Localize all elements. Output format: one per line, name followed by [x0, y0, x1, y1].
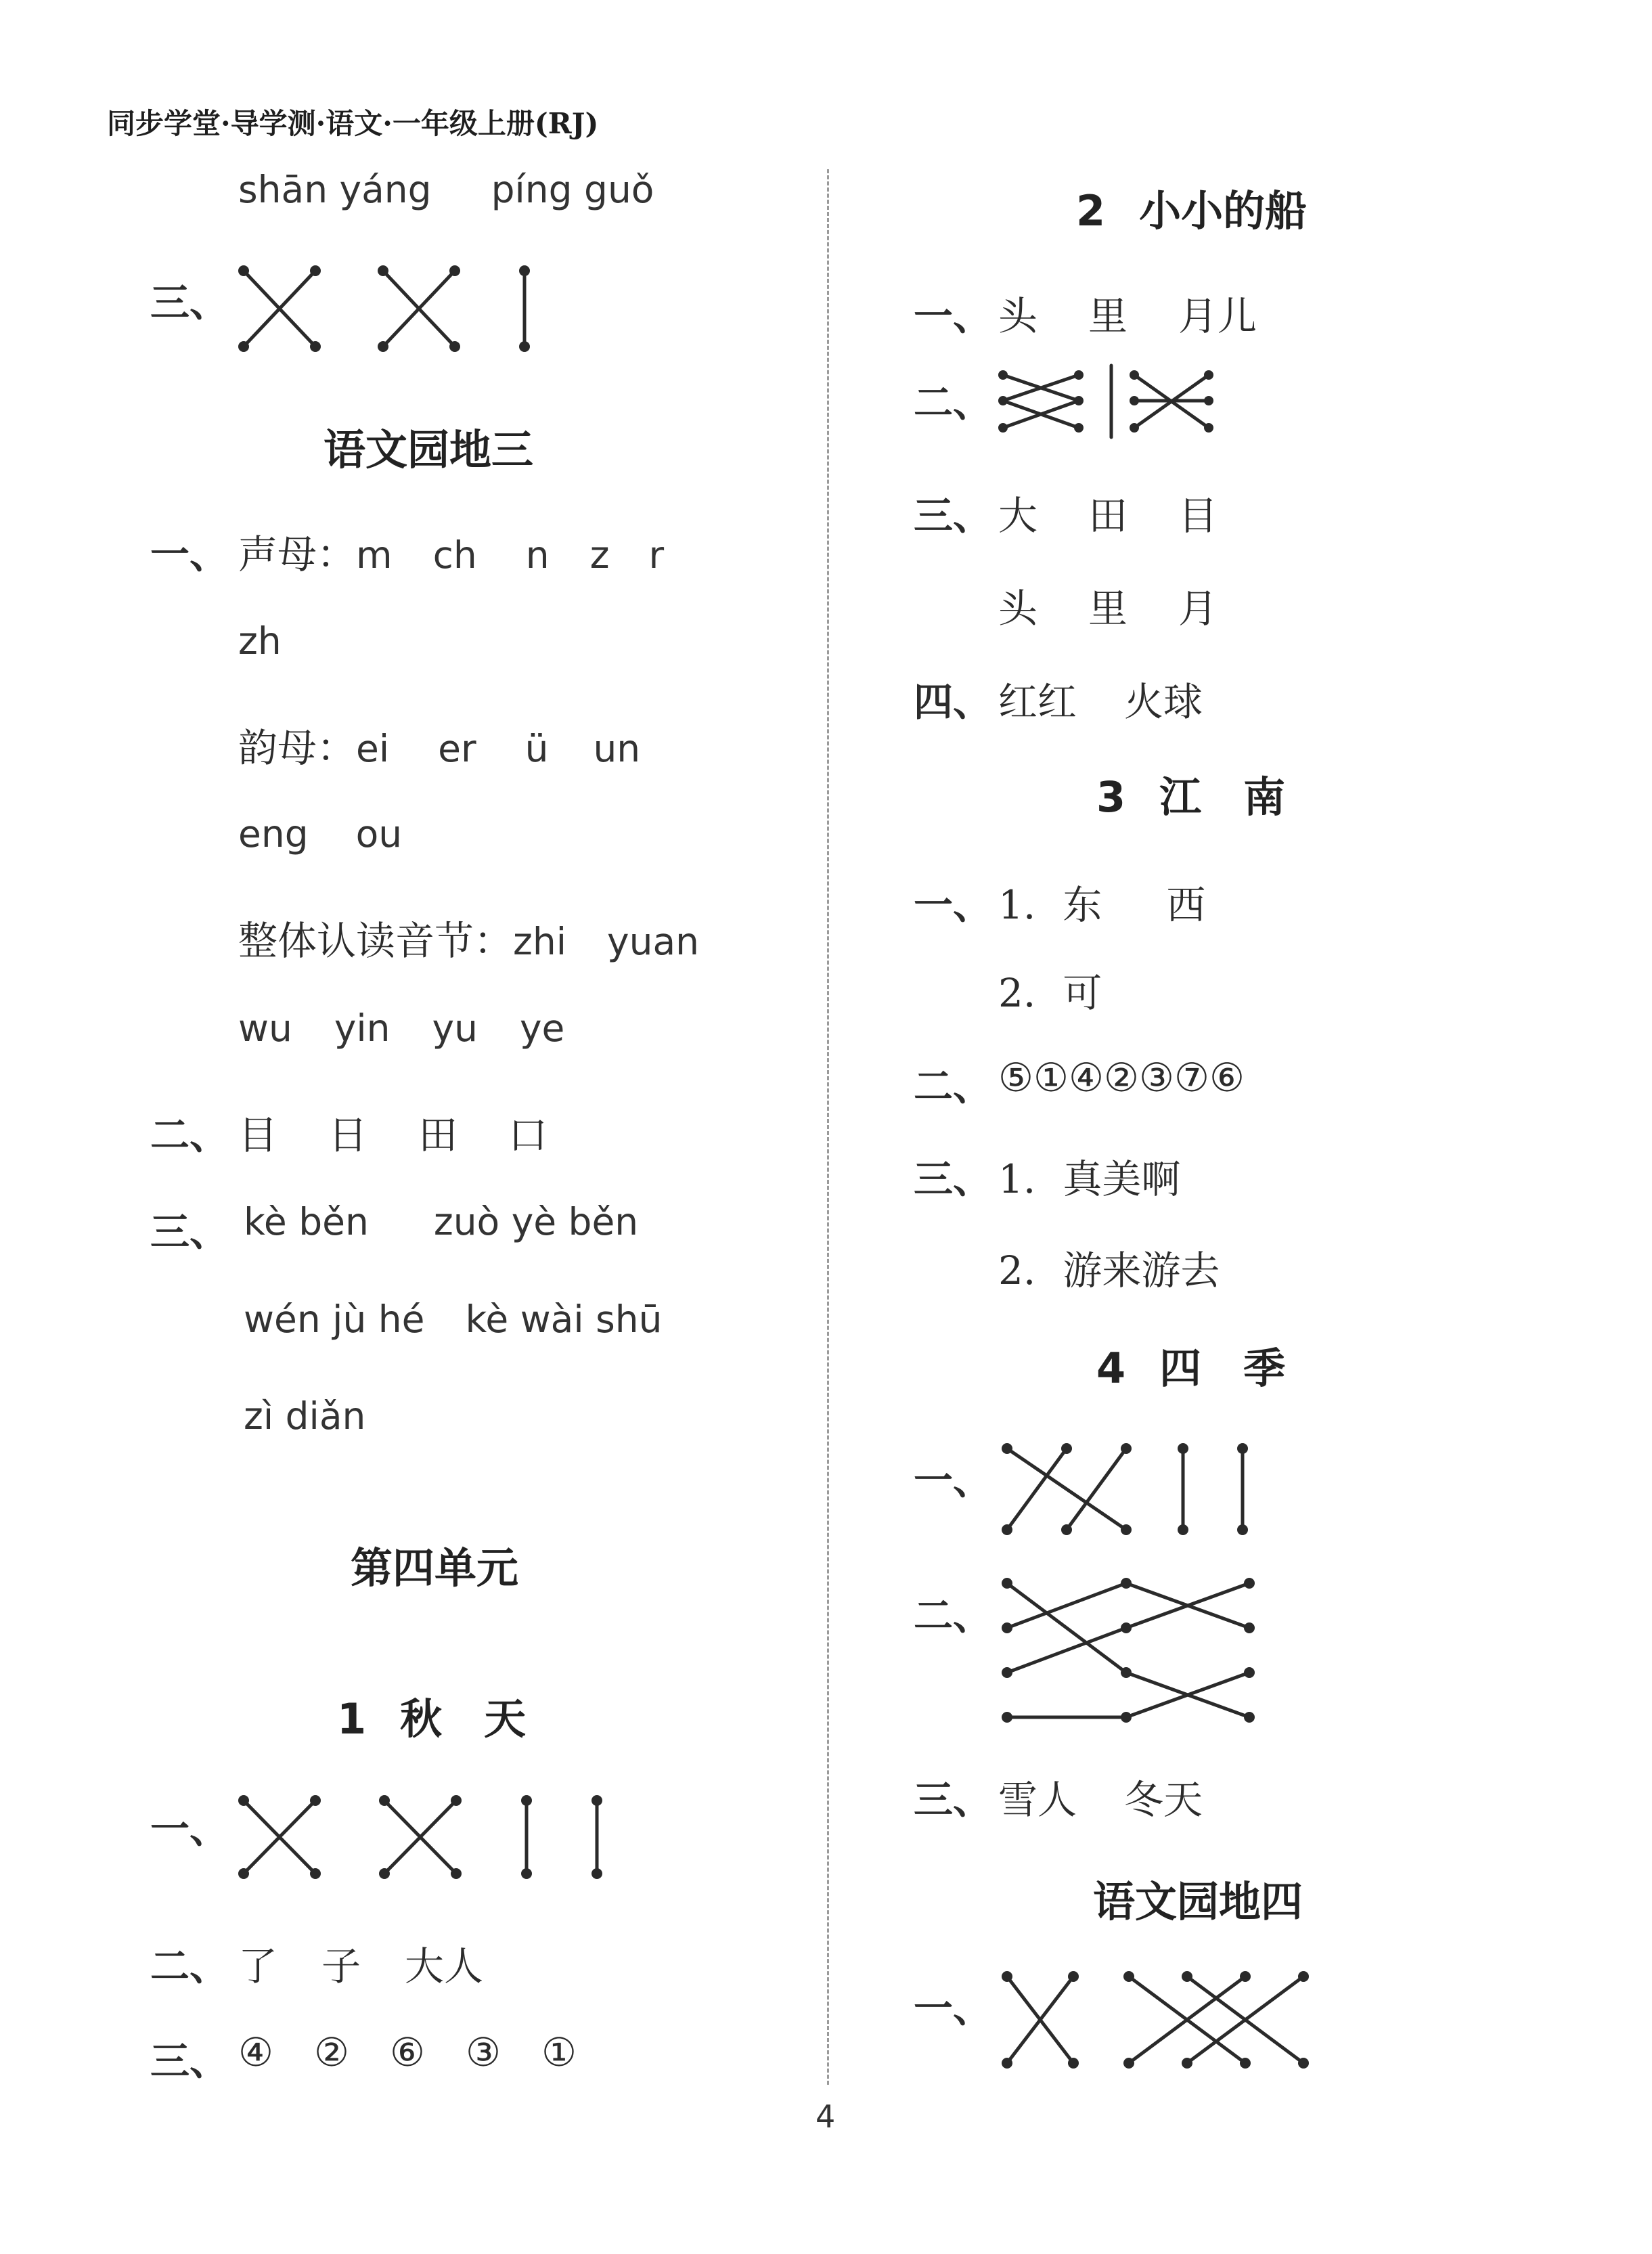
lesson2-q3-line2 [998, 577, 1218, 634]
answer-tou: 头 [998, 585, 1038, 632]
lesson1-q2-answers [238, 1935, 483, 1991]
answer-li: 里 [1088, 585, 1128, 632]
yunmu-u-umlaut: ü [524, 727, 549, 770]
section-title-unit4: 第四单元 [351, 1543, 519, 1593]
shengmu-r: r [648, 533, 665, 577]
yunmu-eng: eng [238, 812, 309, 856]
answer-circled-3: ③ [466, 2029, 501, 2075]
shengmu-cont: zh [238, 619, 282, 663]
yunmu-ou: ou [355, 812, 403, 856]
pinyin-shanyang: shān yáng [238, 168, 432, 211]
yunmu-un: un [593, 727, 641, 770]
lesson1-q2-label: 二、 [150, 1943, 229, 1989]
answer-li: 里 [1088, 293, 1128, 339]
shengmu-m: m [356, 533, 393, 577]
answer-ke: 可 [1063, 970, 1102, 1016]
zhengti-cont [238, 1007, 564, 1050]
lesson2-q4-answers [998, 670, 1203, 727]
lesson3-q2-answer: ⑤①④②③⑦⑥ [998, 1055, 1245, 1101]
answer-dongtian: 冬天 [1124, 1777, 1203, 1823]
matching-diagram-lesson1-q1 [237, 1794, 616, 1888]
lesson3-q3-1 [998, 1147, 1180, 1204]
lesson-name: 小小的船 [1139, 186, 1308, 236]
lesson-name: 四 季 [1159, 1344, 1286, 1393]
answer-circled-1: ① [541, 2029, 577, 2075]
shengmu-n: n [525, 533, 550, 577]
matching-diagram-garden4-q1 [1000, 1970, 1318, 2071]
answer-tian: 田 [1088, 493, 1128, 539]
matching-diagram-lesson2-q2 [999, 366, 1229, 440]
pinyin-zidian: zì diǎn [244, 1394, 366, 1438]
zhengti-yuan: yuan [607, 920, 700, 963]
matching-diagram-lesson4-q2 [1000, 1574, 1271, 1723]
lesson4-q3-answers [998, 1768, 1203, 1825]
answer-mu: 目 [238, 1112, 278, 1158]
page-header: 同步学堂·导学测·语文·一年级上册(RJ) [107, 107, 599, 140]
item-number-2: 2. [998, 970, 1036, 1016]
lesson4-q1-label: 一、 [914, 1457, 993, 1503]
answer-circled-6: ⑥ [390, 2029, 425, 2075]
shengmu-line [238, 523, 664, 579]
zhengti-ye: ye [519, 1007, 565, 1050]
answer-da: 大 [998, 493, 1038, 539]
item-number-1: 1. [998, 1156, 1036, 1202]
answer-honghong: 红红 [998, 679, 1077, 725]
lesson2-q3-label: 三、 [914, 493, 993, 539]
answer-zhenmeia: 真美啊 [1063, 1156, 1181, 1202]
matching-diagram-lesson4-q1 [1000, 1442, 1257, 1543]
answer-tou: 头 [998, 293, 1038, 339]
lesson-name: 江 南 [1159, 772, 1286, 822]
answer-zi: 子 [321, 1943, 361, 1989]
answer-circled-2: ② [314, 2029, 349, 2075]
zhengti-label: 整体认读音节： [238, 918, 514, 964]
lesson2-q1-label: 一、 [914, 293, 993, 339]
zhengti-zhi: zhi [513, 920, 567, 963]
zhengti-line [238, 909, 699, 966]
answer-kou: 口 [508, 1112, 548, 1158]
garden3-q2-label: 二、 [150, 1112, 229, 1158]
pinyin-kewaishu: kè wài shū [465, 1298, 663, 1341]
answer-xi: 西 [1166, 882, 1206, 928]
garden3-q1-label: 一、 [150, 531, 229, 577]
lesson4-q2-label: 二、 [914, 1593, 993, 1639]
zhengti-wu: wu [238, 1007, 292, 1050]
lesson-number: 4 [1096, 1344, 1126, 1393]
garden3-q3-line1 [244, 1200, 638, 1243]
yunmu-cont [238, 812, 402, 856]
answer-huoqiu: 火球 [1124, 679, 1203, 725]
item-number-2: 2. [998, 1247, 1036, 1294]
lesson3-q1-2 [998, 961, 1102, 1018]
lesson-name: 秋 天 [400, 1694, 527, 1744]
zhengti-yin: yin [334, 1007, 390, 1050]
lesson3-q3-2 [998, 1239, 1220, 1296]
matching-diagram-top-san [237, 264, 535, 359]
answer-dong: 东 [1063, 882, 1102, 928]
answer-daren: 大人 [405, 1943, 484, 1989]
answer-circled-4: ④ [238, 2029, 273, 2075]
answer-le: 了 [238, 1943, 278, 1989]
lesson1-q3-label: 三、 [150, 2038, 229, 2084]
column-divider [827, 169, 829, 2085]
shengmu-label: 声母： [238, 531, 357, 577]
lesson3-q1-label: 一、 [914, 882, 993, 928]
page-number: 4 [816, 2098, 836, 2135]
lesson-title-siji [1096, 1335, 1285, 1395]
lesson-number: 1 [337, 1694, 367, 1744]
item-number-1: 1. [998, 882, 1036, 928]
section-title-garden3: 语文园地三 [323, 425, 534, 474]
lesson-number: 3 [1096, 772, 1126, 822]
lesson-title-jiangnan [1096, 764, 1285, 824]
garden3-q3-label: 三、 [150, 1209, 229, 1255]
lesson3-q2-label: 二、 [914, 1063, 993, 1109]
garden3-q3-line2 [244, 1298, 663, 1341]
pinyin-pingguo: píng guǒ [491, 168, 654, 211]
answer-xueren: 雪人 [998, 1777, 1077, 1823]
answer-yue: 月 [1178, 585, 1218, 632]
yunmu-er: er [438, 727, 476, 770]
lesson3-q3-label: 三、 [914, 1156, 993, 1202]
zhengti-yu: yu [432, 1007, 478, 1050]
garden3-q2-answers [238, 1103, 548, 1160]
answer-ri: 日 [328, 1112, 368, 1158]
lesson1-q1-label: 一、 [150, 1806, 229, 1852]
top-pinyin-line [238, 168, 654, 211]
pinyin-zuoyeben: zuò yè běn [433, 1200, 639, 1243]
answer-mu: 目 [1178, 493, 1218, 539]
shengmu-ch: ch [432, 533, 477, 577]
answer-yuer: 月儿 [1178, 293, 1257, 339]
lesson4-q3-label: 三、 [914, 1777, 993, 1823]
lesson-number: 2 [1076, 186, 1106, 236]
yunmu-label: 韵母： [238, 725, 357, 771]
answer-tian: 田 [418, 1112, 458, 1158]
pinyin-keben: kè běn [244, 1200, 369, 1243]
lesson-title-qiutian [337, 1685, 526, 1746]
top-san-label: 三、 [150, 280, 229, 326]
yunmu-ei: ei [356, 727, 390, 770]
garden4-q1-label: 一、 [914, 1985, 993, 2031]
lesson3-q1-1 [998, 873, 1205, 930]
lesson1-q3-answers [238, 2029, 577, 2075]
lesson2-q1-answers [998, 284, 1257, 341]
lesson2-q4-label: 四、 [914, 679, 993, 725]
lesson-title-xiaoxiaodechuan [1076, 177, 1307, 238]
section-title-garden4: 语文园地四 [1093, 1877, 1303, 1926]
pinyin-wenjuhe: wén jù hé [244, 1298, 425, 1341]
shengmu-z: z [589, 533, 610, 577]
lesson2-q2-label: 二、 [914, 380, 993, 426]
lesson2-q3-line1 [998, 484, 1218, 541]
answer-youlaiyouqu: 游来游去 [1063, 1247, 1220, 1294]
yunmu-line [238, 716, 640, 773]
